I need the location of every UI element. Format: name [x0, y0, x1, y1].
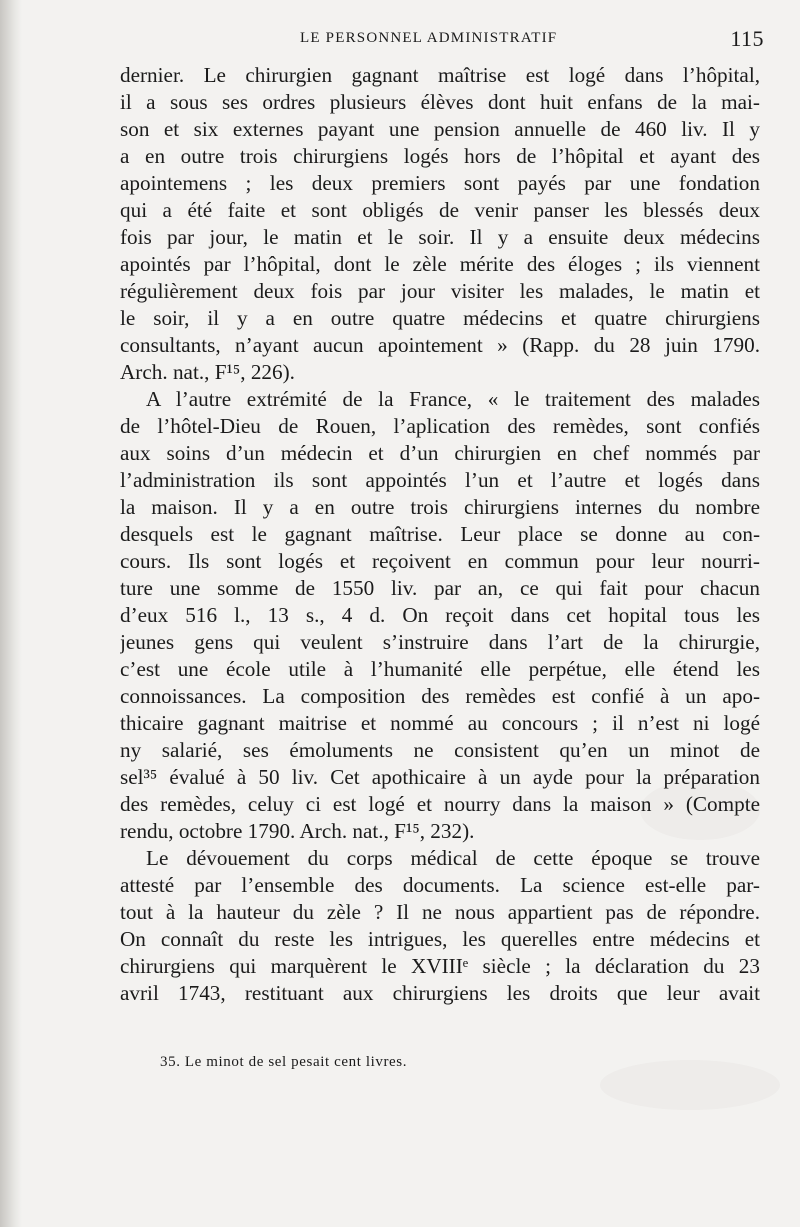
text-line: desquels est le gagnant maîtrise. Leur place se donne au con-: [120, 522, 760, 546]
text-line: qui a été faite et sont obligés de venir panser les blessés deux: [120, 198, 760, 222]
paragraph-start-line: Le dévouement du corps médical de cette époque se trouve: [146, 846, 760, 870]
text-line: dernier. Le chirurgien gagnant maîtrise est logé dans l’hôpital,: [120, 63, 760, 87]
text-line: l’administration ils sont appointés l’un et l’autre et logés dans: [120, 468, 760, 492]
text-line: le soir, il y a en outre quatre médecins et quatre chirurgiens: [120, 306, 760, 330]
text-line: thicaire gagnant maitrise et nommé au concours ; il n’est ni logé: [120, 711, 760, 735]
text-line: de l’hôtel-Dieu de Rouen, l’aplication des remèdes, sont confiés: [120, 414, 760, 438]
text-line: des remèdes, celuy ci est logé et nourry dans la maison » (Compte: [120, 792, 760, 816]
text-line: Arch. nat., F¹⁵, 226).: [120, 360, 295, 384]
text-line: aux soins d’un médecin et d’un chirurgien en chef nommés par: [120, 441, 760, 465]
text-line: fois par jour, le matin et le soir. Il y a ensuite deux médecins: [120, 225, 760, 249]
text-line: rendu, octobre 1790. Arch. nat., F¹⁵, 232).: [120, 819, 475, 843]
text-line: cours. Ils sont logés et reçoivent en commun pour leur nourri-: [120, 549, 760, 573]
text-line: tout à la hauteur du zèle ? Il ne nous appartient pas de répondre.: [120, 900, 760, 924]
text-line: ture une somme de 1550 liv. par an, ce qui fait pour chacun: [120, 576, 760, 600]
paragraph-start-line: A l’autre extrémité de la France, « le traitement des malades: [146, 387, 760, 411]
text-line: consultants, n’ayant aucun apointement » (Rapp. du 28 juin 1790.: [120, 333, 760, 357]
page-header: [120, 26, 764, 56]
text-line: ny salarié, ses émoluments ne consistent qu’en un minot de: [120, 738, 760, 762]
text-line: sel³⁵ évalué à 50 liv. Cet apothicaire à un ayde pour la préparation: [120, 765, 760, 789]
text-line: c’est une école utile à l’humanité elle perpétue, elle étend les: [120, 657, 760, 681]
text-line: apointemens ; les deux premiers sont payés par une fondation: [120, 171, 760, 195]
text-line: connoissances. La composition des remèdes est confié à un apo-: [120, 684, 760, 708]
body-text: [120, 62, 760, 1007]
text-line: avril 1743, restituant aux chirurgiens les droits que leur avait: [120, 981, 760, 1005]
page-number: 115: [730, 26, 764, 51]
footnote: 35. Le minot de sel pesait cent livres.: [160, 1054, 408, 1070]
text-line: apointés par l’hôpital, dont le zèle mérite des éloges ; ils viennent: [120, 252, 760, 276]
text-line: régulièrement deux fois par jour visiter les malades, le matin et: [120, 279, 760, 303]
page-gutter-shadow: [0, 0, 22, 1227]
running-head: LE PERSONNEL ADMINISTRATIF: [300, 30, 558, 46]
text-line: attesté par l’ensemble des documents. La science est-elle par-: [120, 873, 760, 897]
text-line: jeunes gens qui veulent s’instruire dans l’art de la chirurgie,: [120, 630, 760, 654]
text-line: la maison. Il y a en outre trois chirurgiens internes du nombre: [120, 495, 760, 519]
text-line: On connaît du reste les intrigues, les querelles entre médecins et: [120, 927, 760, 951]
text-line: chirurgiens qui marquèrent le XVIIIᵉ siècle ; la déclaration du 23: [120, 954, 760, 978]
text-line: il a sous ses ordres plusieurs élèves dont huit enfans de la mai-: [120, 90, 760, 114]
text-line: a en outre trois chirurgiens logés hors de l’hôpital et ayant des: [120, 144, 760, 168]
text-line: son et six externes payant une pension annuelle de 460 liv. Il y: [120, 117, 760, 141]
text-line: d’eux 516 l., 13 s., 4 d. On reçoit dans cet hopital tous les: [120, 603, 760, 627]
